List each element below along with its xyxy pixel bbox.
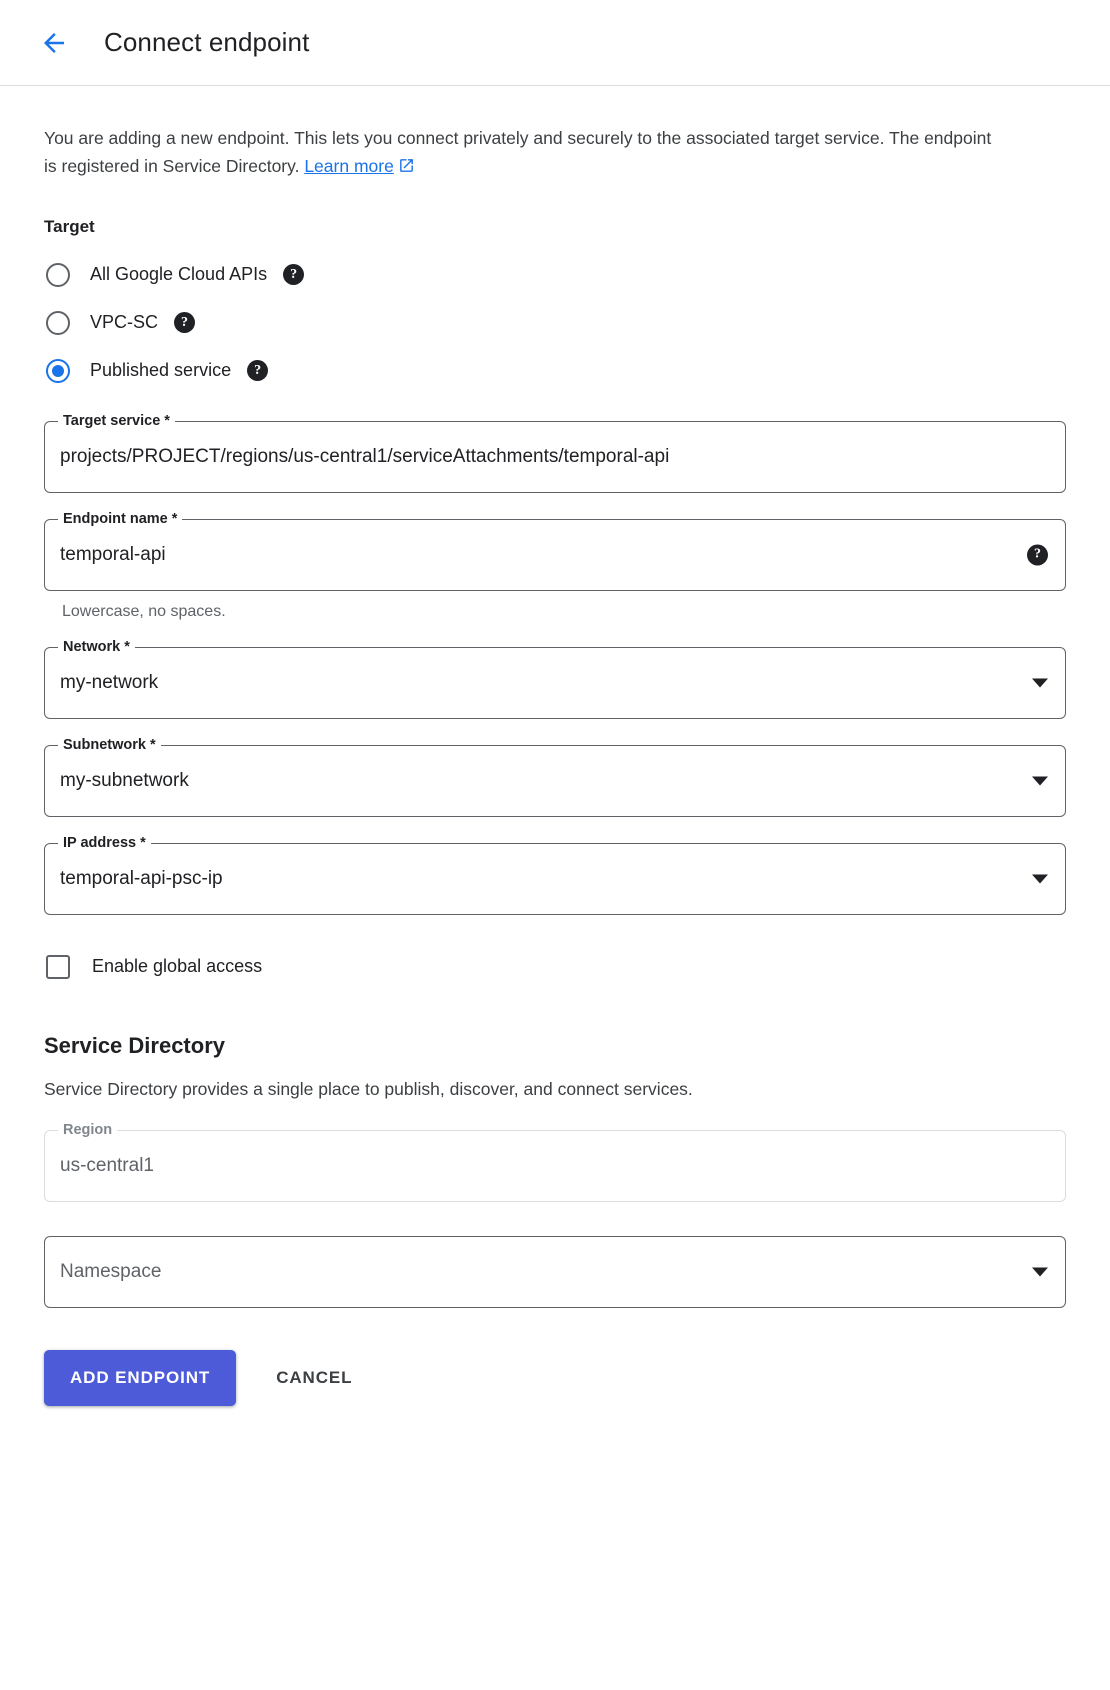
chevron-down-icon[interactable] <box>1032 776 1048 785</box>
chevron-down-icon[interactable] <box>1032 874 1048 883</box>
cancel-button[interactable]: CANCEL <box>264 1350 364 1406</box>
radio-all-google-cloud-apis[interactable] <box>44 251 1066 299</box>
learn-more-label: Learn more <box>304 156 394 177</box>
endpoint-name-trailing <box>1027 544 1048 565</box>
subnetwork-label: Subnetwork * <box>58 735 161 755</box>
radio-vpc-sc[interactable] <box>44 299 1066 347</box>
endpoint-name-input[interactable]: temporal-api <box>60 543 166 565</box>
service-directory-heading: Service Directory <box>44 1032 225 1058</box>
namespace-trailing[interactable] <box>1032 1267 1048 1276</box>
radio-published-service[interactable] <box>44 347 1066 395</box>
field-outline <box>44 1236 1066 1308</box>
radio-icon-unchecked <box>46 263 70 287</box>
intro-text-body: You are adding a new endpoint. This lets you connect privately and securely to the associated target service. The endpoint is registered in Service Directory. <box>44 128 992 177</box>
help-icon-all-google-cloud-apis[interactable]: ? <box>283 264 304 285</box>
region-value: us-central1 <box>60 1154 154 1176</box>
arrow-left-icon <box>39 28 69 58</box>
page-title: Connect endpoint <box>104 27 310 57</box>
checkbox-icon-unchecked <box>46 955 70 979</box>
ip-address-value: temporal-api-psc-ip <box>60 867 223 889</box>
radio-label-vpc-sc: VPC-SC <box>90 312 159 333</box>
help-icon-published-service[interactable]: ? <box>247 360 268 381</box>
network-trailing[interactable] <box>1032 678 1048 687</box>
subnetwork-value: my-subnetwork <box>60 769 189 791</box>
endpoint-name-hint: Lowercase, no spaces. <box>62 602 226 620</box>
subnetwork-select[interactable] <box>44 736 1066 817</box>
radio-icon-checked <box>46 359 70 383</box>
form-content <box>0 86 1110 1446</box>
ip-address-trailing[interactable] <box>1032 874 1048 883</box>
namespace-placeholder: Namespace <box>60 1260 162 1282</box>
add-endpoint-button[interactable]: ADD ENDPOINT <box>44 1350 236 1406</box>
endpoint-name-label: Endpoint name * <box>58 509 182 529</box>
service-directory-description: Service Directory provides a single place to publish, discover, and connect services. <box>44 1078 693 1099</box>
region-label: Region <box>58 1120 117 1140</box>
field-outline <box>44 1130 1066 1202</box>
open-in-new-icon[interactable] <box>398 154 415 182</box>
page-header <box>0 0 1110 86</box>
namespace-select[interactable] <box>44 1236 1066 1308</box>
help-icon-vpc-sc[interactable]: ? <box>174 312 195 333</box>
field-outline <box>44 745 1066 817</box>
enable-global-access-label: Enable global access <box>92 956 263 977</box>
target-service-input[interactable]: projects/PROJECT/regions/us-central1/serviceAttachments/temporal-api <box>60 445 670 467</box>
chevron-down-icon[interactable] <box>1032 1267 1048 1276</box>
target-service-field[interactable] <box>44 412 1066 493</box>
radio-label-all-google-cloud-apis: All Google Cloud APIs <box>90 264 268 285</box>
intro-text <box>44 124 1004 183</box>
network-label: Network * <box>58 637 135 657</box>
chevron-down-icon[interactable] <box>1032 678 1048 687</box>
target-section-label: Target <box>44 216 95 236</box>
subnetwork-trailing[interactable] <box>1032 776 1048 785</box>
help-icon-endpoint-name[interactable]: ? <box>1027 544 1048 565</box>
radio-icon-unchecked <box>46 311 70 335</box>
region-field <box>44 1121 1066 1202</box>
learn-more-link[interactable] <box>304 156 394 176</box>
enable-global-access-checkbox[interactable] <box>44 947 1066 987</box>
form-actions <box>44 1350 1066 1446</box>
field-outline <box>44 519 1066 591</box>
network-select[interactable] <box>44 638 1066 719</box>
back-button[interactable] <box>30 19 78 67</box>
field-outline <box>44 647 1066 719</box>
endpoint-name-field[interactable] <box>44 510 1066 591</box>
ip-address-select[interactable] <box>44 834 1066 915</box>
radio-label-published-service: Published service <box>90 360 232 381</box>
target-service-label: Target service * <box>58 411 175 431</box>
ip-address-label: IP address * <box>58 833 151 853</box>
network-value: my-network <box>60 671 159 693</box>
